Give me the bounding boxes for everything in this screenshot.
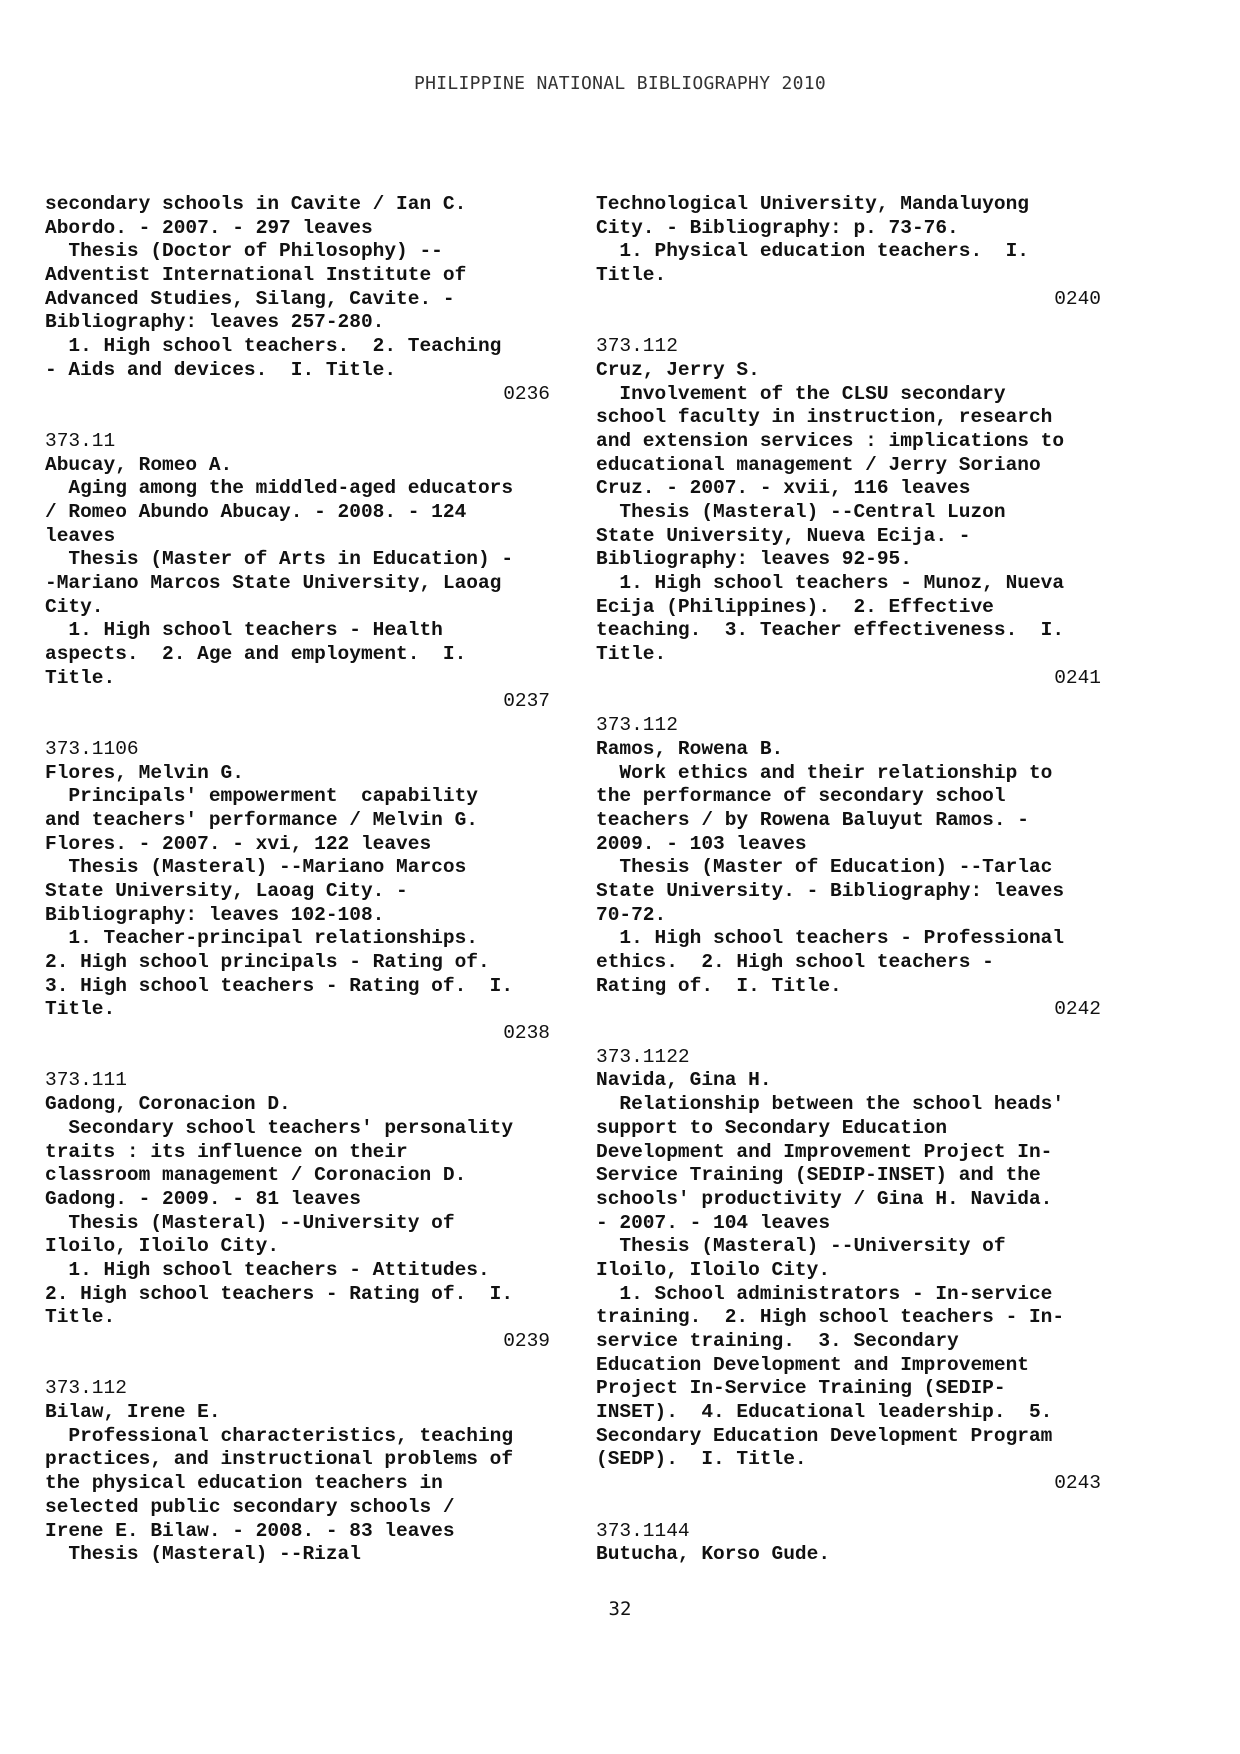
entry-line: teaching. 3. Teacher effectiveness. I. [596,619,1065,642]
entry-line: Service Training (SEDIP-INSET) and the [596,1164,1041,1187]
entry-line: 1. High school teachers - Health [45,619,443,642]
entry-line: 2. High school principals - Rating of. [45,951,490,973]
call-number: 373.1106 [45,737,139,760]
entry-line: 2009. - 103 leaves [596,832,807,855]
entry-line: Thesis (Doctor of Philosophy) -- [45,240,443,263]
entry-line: Development and Improvement Project In- [596,1140,1053,1163]
entry-line: and extension services : implications to [596,429,1065,452]
entry-line: traits : its influence on their [45,1140,408,1163]
right-column [596,193,1101,1567]
entry-line: Irene E. Bilaw. - 2008. - 83 leaves [45,1519,455,1542]
entry-number: 0238 [503,1022,550,1045]
entry-line: Professional characteristics, teaching [45,1424,514,1447]
entry-line: / Romeo Abundo Abucay. - 2008. - 124 [45,500,467,523]
entry-line: educational management / Jerry Soriano [596,453,1041,476]
entry-line: 1. High school teachers - Attitudes. [45,1258,490,1281]
entry-line: support to Secondary Education [596,1116,948,1139]
entry-line: Thesis (Masteral) --Central Luzon [596,500,1006,523]
entry-line: and teachers' performance / Melvin G. [45,808,478,831]
entry-number: 0243 [1054,1472,1101,1495]
entry-line: Butucha, Korso Gude. [596,1543,831,1566]
entry-line: Secondary Education Development Program [596,1424,1053,1447]
entry-line: 1. Teacher-principal relationships. [45,927,478,950]
spacer [596,311,1101,335]
entry-line: 70-72. [596,903,667,926]
entry-line: Title. [596,643,667,666]
entry-line: Thesis (Masteral) --University of [596,1235,1006,1258]
entry-line: State University, Laoag City. - [45,879,408,902]
entry-line: Involvement of the CLSU secondary [596,382,1006,405]
call-number: 373.11 [45,429,116,452]
entry-line: Thesis (Master of Education) --Tarlac [596,856,1053,879]
entry-line: - Aids and devices. I. Title. [45,358,397,381]
entry-line: teachers / by Rowena Baluyut Ramos. - [596,808,1029,831]
call-number: 373.1122 [596,1045,690,1068]
entry-line: 1. Physical education teachers. I. [596,240,1029,263]
entry-line: Flores. - 2007. - xvi, 122 leaves [45,832,432,855]
entry-line: Flores, Melvin G. [45,761,244,784]
entry-line: Bibliography: leaves 102-108. [45,903,385,926]
call-number: 373.112 [45,1377,127,1400]
entry-line: practices, and instructional problems of [45,1448,514,1471]
spacer [45,714,550,738]
entry-number: 0239 [503,1330,550,1352]
entry-line: Rating of. I. Title. [596,974,842,997]
entry-line: Education Development and Improvement [596,1353,1029,1376]
entry-line: Title. [45,666,116,689]
entry-line: Title. [45,1306,116,1329]
entry-line: schools' productivity / Gina H. Navida. [596,1187,1053,1210]
entry-line: secondary schools in Cavite / Ian C. [45,193,467,215]
spacer [45,1046,550,1070]
entry-number: 0237 [503,690,550,713]
entry-line: Ramos, Rowena B. [596,737,784,760]
entry-line: training. 2. High school teachers - In- [596,1306,1065,1329]
call-number: 373.111 [45,1069,127,1092]
entry-line: Cruz. - 2007. - xvii, 116 leaves [596,477,971,500]
entry-line: Bilaw, Irene E. [45,1401,221,1424]
entry-line: Bibliography: leaves 257-280. [45,311,385,334]
entry-line: Gadong, Coronacion D. [45,1093,291,1116]
entry-line: Abucay, Romeo A. [45,453,233,476]
spacer [45,406,550,430]
entry-line: school faculty in instruction, research [596,406,1053,429]
entry-line: selected public secondary schools / [45,1495,455,1518]
entry-line: classroom management / Coronacion D. [45,1164,467,1187]
entry-line: (SEDP). I. Title. [596,1448,807,1471]
entry-line: City. [45,595,104,618]
entry-line: Project In-Service Training (SEDIP- [596,1377,1006,1400]
call-number: 373.1144 [596,1519,690,1542]
entry-line: the performance of secondary school [596,785,1006,808]
entry-line: aspects. 2. Age and employment. I. [45,643,467,666]
entry-line: State University. - Bibliography: leaves [596,879,1065,902]
entry-line: service training. 3. Secondary [596,1330,959,1352]
entry-line: 1. High school teachers - Munoz, Nueva [596,572,1065,594]
entry-line: Bibliography: leaves 92-95. [596,548,912,571]
entry-line: Principals' empowerment capability [45,785,478,808]
entry-line: Technological University, Mandaluyong [596,193,1029,215]
entry-line: Iloilo, Iloilo City. [596,1258,831,1281]
entry-line: Adventist International Institute of [45,264,467,287]
entry-line: Work ethics and their relationship to [596,761,1053,784]
entry-number: 0236 [503,382,550,405]
page-number: 32 [608,1598,632,1620]
spacer [45,1354,550,1378]
entry-line: 1. High school teachers. 2. Teaching [45,335,502,358]
entry-line: Thesis (Masteral) --Mariano Marcos [45,856,467,879]
running-header: PHILIPPINE NATIONAL BIBLIOGRAPHY 2010 [413,73,827,94]
entry-line: -Mariano Marcos State University, Laoag [45,572,502,594]
entry-line: Ecija (Philippines). 2. Effective [596,595,994,618]
entry-line: leaves [45,524,116,547]
entry-line: Secondary school teachers' personality [45,1116,514,1139]
entry-line: Advanced Studies, Silang, Cavite. - [45,287,455,310]
entry-line: Thesis (Masteral) --Rizal [45,1543,361,1566]
spacer [596,1022,1101,1046]
left-column [45,193,550,1567]
entry-number: 0241 [1054,666,1101,689]
entry-line: Gadong. - 2009. - 81 leaves [45,1187,361,1210]
entry-line: Navida, Gina H. [596,1069,772,1092]
entry-line: City. - Bibliography: p. 73-76. [596,216,959,239]
call-number: 373.112 [596,714,678,737]
entry-line: State University, Nueva Ecija. - [596,524,971,547]
entry-line: 1. High school teachers - Professional [596,927,1065,950]
entry-line: 1. School administrators - In-service [596,1282,1053,1305]
entry-line: 3. High school teachers - Rating of. I. [45,974,514,997]
entry-line: ethics. 2. High school teachers - [596,951,994,973]
entry-number: 0242 [1054,998,1101,1021]
entry-line: Title. [45,998,116,1021]
entry-line: 2. High school teachers - Rating of. I. [45,1282,514,1305]
entry-line: Aging among the middled-aged educators [45,477,514,500]
entry-line: the physical education teachers in [45,1472,443,1495]
entry-number: 0240 [1054,287,1101,310]
entry-line: Iloilo, Iloilo City. [45,1235,280,1258]
entry-line: Thesis (Master of Arts in Education) - [45,548,514,571]
entry-line: - 2007. - 104 leaves [596,1211,831,1234]
entry-line: Cruz, Jerry S. [596,358,760,381]
spacer [596,690,1101,714]
call-number: 373.112 [596,335,678,358]
entry-line: Title. [596,264,667,287]
entry-line: INSET). 4. Educational leadership. 5. [596,1401,1053,1424]
entry-line: Thesis (Masteral) --University of [45,1211,455,1234]
entry-line: Abordo. - 2007. - 297 leaves [45,216,373,239]
entry-line: Relationship between the school heads' [596,1093,1065,1116]
spacer [596,1496,1101,1520]
